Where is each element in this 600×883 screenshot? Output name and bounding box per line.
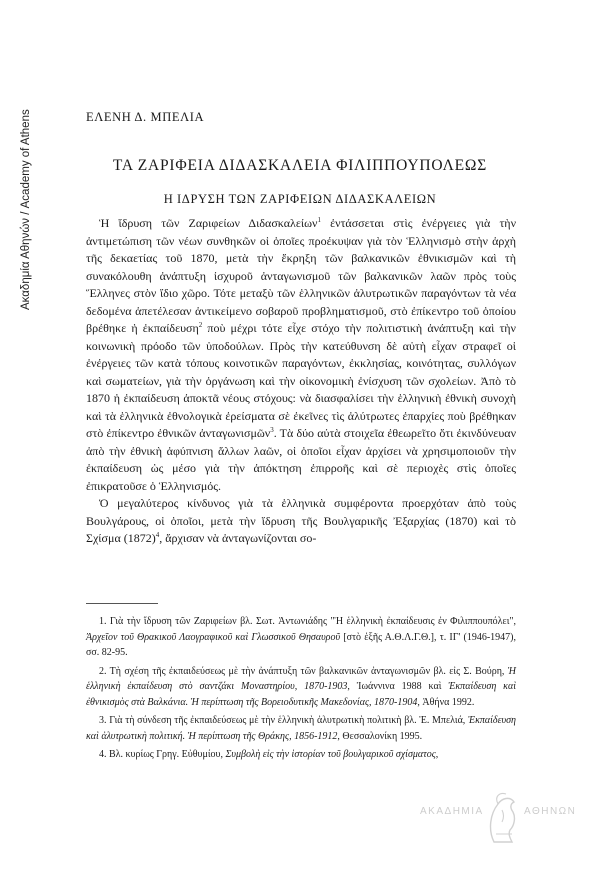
- article-body: [86, 215, 516, 548]
- academy-side-label: [8, 40, 32, 310]
- footnote-3-text: 3. Γιὰ τὴ σύνδεση τῆς ἐκπαιδεύσεως μὲ τὴν ἑλληνικὴ ἀλυτρωτικὴ πολιτικὴ βλ. Ἑ. Μπελιά,: [99, 715, 468, 726]
- paragraph-1-part-3: ποὺ μέχρι τότε εἶχε στόχο τὴν πολιτιστικὴ ἀνάπτυξη καὶ τὴν κοινωνικὴ πρόοδο τῶν ὑποδούλων. Πρὸς τὴν κατεύθυνση δὲ αὐτὴ εἶχαν στραφεῖ οἱ ἐνέργειες τῶν κατὰ τόπους κοινοτικῶν παραγόντων, ἐκκλησίας, κοινότητας, συλλόγων καὶ σωματείων, γιὰ τὴν ὀργάνωση καὶ τὴν οἰκονομικὴ ἐνίσχυση τῶν σχολείων. Ἀπὸ τὸ 1870 ἡ ἐκπαίδευση ἀποκτᾶ νέους στόχους: νὰ διασφαλίσει τὴν ἑλληνικὴ ἐθνικὴ συνοχὴ καὶ τὰ ἑλληνικὰ ἐθνολογικὰ ἐρείσματα σὲ ἐκεῖνες τὶς ἀλύτρωτες ἐπαρχίες ποὺ βρέθηκαν στὸ ἐπίκεντρο ἐθνικῶν ἀνταγωνισμῶν: [86, 321, 516, 440]
- athena-head-icon: [480, 790, 524, 848]
- paragraph-2: [86, 495, 516, 548]
- paragraph-1: [86, 215, 516, 495]
- footnote-3: [86, 713, 516, 744]
- footnote-4-ref: ,: [435, 749, 439, 760]
- footnote-4-text: 4. Βλ. κυρίως Γρηγ. Εὐθυμίου,: [99, 749, 226, 760]
- footnote-1-text: 1. Γιὰ τὴν ἵδρυση τῶν Ζαριφείων βλ. Σωτ. Ἀντωνιάδης "Ἡ ἑλληνικὴ ἐκπαίδευσις ἐν Φιλιππουπόλει",: [99, 616, 516, 627]
- footnote-4-book-title: Συμβολὴ εἰς τὴν ἱστορίαν τοῦ βουλγαρικοῦ σχίσματος: [225, 749, 436, 760]
- article-title: ΤΑ ΖΑΡΙΦΕΙΑ ΔΙΔΑΣΚΑΛΕΙΑ ΦΙΛΙΠΠΟΥΠΟΛΕΩΣ: [112, 157, 488, 174]
- watermark-right-text: ΑΘΗΝΩΝ: [524, 806, 577, 817]
- footnote-4: [86, 747, 516, 763]
- footnote-1-ref: [στὸ ἑξῆς Α.Θ.Λ.Γ.Θ.], τ. ΙΓ' (1946-1947), σσ. 82-95.: [86, 631, 516, 658]
- footnote-3-ref: , Θεσσαλονίκη 1995.: [337, 730, 423, 742]
- footnote-2-ref-1: , Ἰωάννινα 1988 καὶ: [347, 681, 449, 692]
- footnote-1: [86, 614, 516, 661]
- footnote-2: [86, 664, 516, 711]
- paragraph-2-end: , ἄρχισαν νὰ ἀνταγωνίζονται σο-: [159, 531, 317, 545]
- footnotes: [86, 614, 516, 766]
- paragraph-1-start: Ἡ ἵδρυση τῶν Ζαριφείων Διδασκαλείων: [99, 216, 318, 230]
- paragraph-1-part-2: ἐντάσσεται στὶς ἐνέργειες γιὰ τὴν ἀντιμετώπιση τῶν νέων συνθηκῶν οἱ ὁποῖες προέκυψαν γιὰ τὸν Ἑλληνισμὸ στὴν ἀρχὴ τῆς δεκαετίας τοῦ 1870, μετὰ τὴν ἔκρηξη τῶν βαλκανικῶν ἐθνικισμῶν καὶ τὴ συνακόλουθη ἀνάπτυξη ἰσχυροῦ ἀνταγωνισμοῦ τῶν βαλκανικῶν λαῶν πρὸς τοὺς Ἕλληνες στὸν ἴδιο χῶρο. Τότε μεταξὺ τῶν ἑλληνικῶν ἀλυτρωτικῶν παραγόντων τὰ νέα δεδομένα ἀπετέλεσαν ἀντικείμενο σοβαροῦ προβληματισμοῦ, στὸ ἐπίκεντρο τοῦ ὁποίου βρέθηκε ἡ ἐκπαίδευση: [86, 216, 516, 335]
- footnote-ref-1: 1: [317, 216, 321, 224]
- author-name: ΕΛΕΝΗ Δ. ΜΠΕΛΙΑ: [86, 110, 205, 124]
- footnote-2-book-title-2: Ἐκπαίδευση καὶ ἐθνικισμὸς στὰ Βαλκάνια. Ἡ περίπτωση τῆς Βορειοδυτικῆς Μακεδονίας, 1870-1904: [86, 681, 516, 708]
- footnote-3-book-title: Ἐκπαίδευση καὶ ἀλυτρωτικὴ πολιτική. Ἡ περίπτωση τῆς Θράκης, 1856-1912: [86, 715, 516, 742]
- paragraph-2-start: Ὁ μεγαλύτερος κίνδυνος γιὰ τὰ ἑλληνικὰ συμφέροντα προερχόταν ἀπὸ τοὺς Βουλγάρους, οἱ ὁποῖοι, μετὰ τὴν ἵδρυση τῆς Βουλγαρικῆς Ἐξαρχίας (1870) καὶ τὸ Σχίσμα (1872): [86, 496, 516, 545]
- footnote-ref-2: 2: [198, 321, 203, 329]
- footnote-2-text: 2. Τὴ σχέση τῆς ἐκπαιδεύσεως μὲ τὴν ἀνάπτυξη τῶν βαλκανικῶν ἀνταγωνισμῶν βλ. εἰς Σ. Βούρη,: [99, 665, 508, 677]
- section-heading: Η ΙΔΡΥΣΗ ΤΩΝ ΖΑΡΙΦΕΙΩΝ ΔΙΔΑΣΚΑΛΕΙΩΝ: [163, 192, 437, 206]
- footnote-2-book-title-1: Ἡ ἑλληνικὴ ἐκπαίδευση στὸ σαντζάκι Μοναστηρίου, 1870-1903: [86, 665, 516, 692]
- footnote-ref-4: 4: [155, 531, 160, 539]
- footnote-separator: [86, 603, 158, 604]
- academy-watermark: [420, 790, 580, 848]
- footnote-ref-3: 3: [270, 426, 274, 434]
- footnote-2-ref-2: , Ἀθήνα 1992.: [417, 696, 475, 708]
- watermark-left-text: ΑΚΑΔΗΜΙΑ: [420, 806, 484, 817]
- footnote-1-journal-title: Ἀρχεῖον τοῦ Θρακικοῦ Λαογραφικοῦ καὶ Γλωσσικοῦ Θησαυροῦ: [86, 631, 341, 643]
- side-label-text: Ακαδημία Αθηνών / Academy of Athens: [20, 109, 32, 310]
- paragraph-1-end: . Τὰ δύο αὐτὰ στοιχεῖα ἐθεωρεῖτο ὅτι ἐκινδύνευαν ἀπὸ τὴν ἐθνικὴ ἀφύπνιση ἄλλων λαῶν, οἱ ὁποῖοι εἶχαν ἀρχίσει νὰ χρησιμοποιοῦν τὴν ἐκπαίδευση ὡς μέσο γιὰ τὴν ἀπόκτηση ἐπιρροῆς καὶ σὲ περιοχὲς στὶς ὁποῖες ἐπικρατοῦσε ὁ Ἑλληνισμός.: [86, 426, 517, 493]
